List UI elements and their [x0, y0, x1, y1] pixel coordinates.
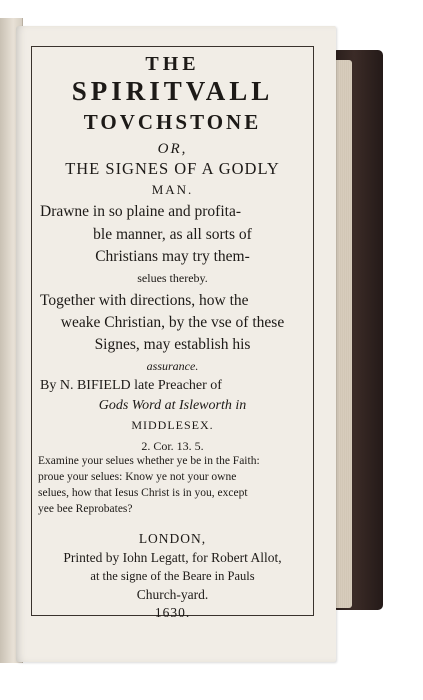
title-spiritvall: SPIRITVALL [71, 76, 274, 106]
imprint-churchyard: Church-yard. [136, 587, 209, 602]
scripture-line-1: Examine your selues whether ye be in the Faith: [38, 455, 260, 467]
author-county-line: MIDDLESEX. [131, 418, 214, 432]
title-or: OR, [157, 141, 188, 157]
title-man: MAN. [151, 182, 194, 197]
title-page [16, 26, 336, 662]
subtitle-line-4: selues thereby. [137, 271, 208, 285]
imprint-printer: Printed by Iohn Legatt, for Robert Allot, [63, 550, 282, 565]
subtitle-line-2: ble manner, as all sorts of [93, 226, 252, 243]
directions-line-2: weake Christian, by the vse of these [60, 314, 285, 331]
scripture-line-3: selues, how that Iesus Christ is in you, except [38, 487, 248, 499]
title-touchstone: TOVCHSTONE [83, 110, 262, 134]
directions-line-4: assurance. [146, 359, 199, 373]
scripture-line-4: yee bee Reprobates? [38, 503, 133, 515]
imprint-city: LONDON, [138, 531, 207, 546]
imprint-year: 1630. [154, 605, 191, 620]
directions-line-1: Together with directions, how the [40, 292, 249, 309]
imprint-sign: at the signe of the Beare in Pauls [90, 569, 255, 583]
scripture-line-2: proue your selues: Know ye not your owne [38, 471, 237, 483]
title-signes: THE SIGNES OF A GODLY [65, 159, 280, 178]
scripture-reference: 2. Cor. 13. 5. [141, 439, 204, 453]
subtitle-line-3: Christians may try them- [95, 248, 250, 265]
subtitle-line-1: Drawne in so plaine and profita- [40, 203, 242, 220]
author-place-line: Gods Word at Isleworth in [98, 398, 247, 413]
directions-line-3: Signes, may establish his [94, 336, 251, 353]
author-line: By N. BIFIELD late Preacher of [40, 378, 222, 393]
title-the: THE [145, 53, 200, 75]
title-page-border [31, 46, 314, 620]
